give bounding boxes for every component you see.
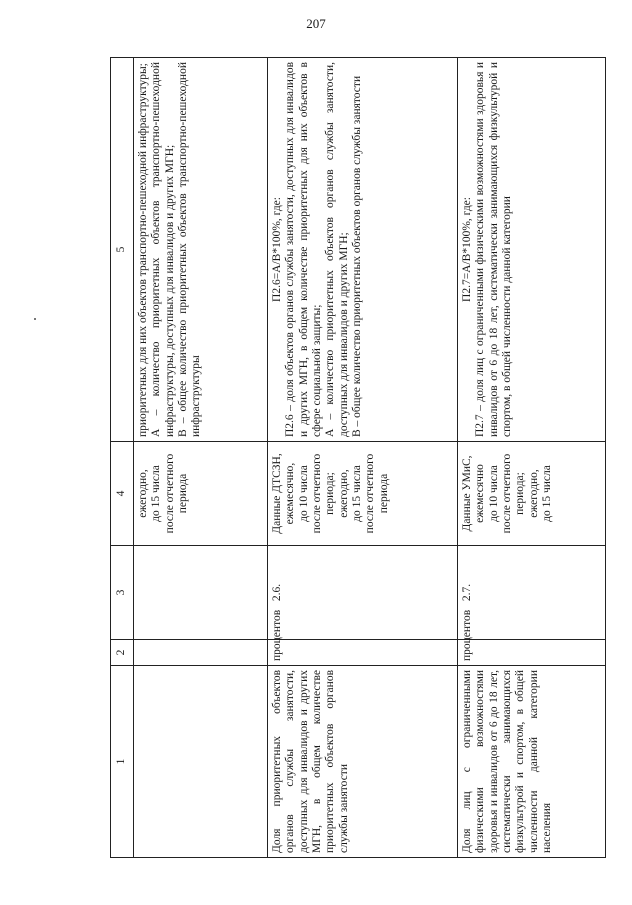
header-col-4: 4 [111, 442, 134, 546]
header-col-5: 5 [111, 58, 134, 442]
table-row-continuation [134, 58, 268, 858]
row-2-7-formula: П2.7=А/В*100%, где: [461, 197, 473, 302]
row-2-6-source: Данные ДТСЗН, ежемесячно, до 10 числа после отчетного периода; ежегодно, до 15 числа после отчетного периода [268, 442, 458, 546]
row-2-6-unit: процентов [268, 640, 458, 666]
row-2-7-num: 2.7. [458, 546, 606, 640]
scan-speck [34, 318, 36, 320]
rotated-table-content [110, 58, 600, 858]
header-col-1: 1 [111, 666, 134, 858]
table-row-2-6 [268, 58, 458, 858]
row-2-6-num: 2.6. [268, 546, 458, 640]
rotated-table-area [110, 58, 600, 858]
row-2-7-method-text: П2.7 – доля лиц с ограниченными физическими возможностями здоровья и инвалидов от 6 до 18 лет, систематически занимающихся физкультурой и спортом, в общей численности данной категории [474, 62, 513, 437]
row-cont-unit [134, 640, 268, 666]
page-number: 207 [306, 16, 326, 31]
row-2-6-formula: П2.6=А/В*100%, где: [271, 197, 283, 302]
row-cont-source: ежегодно, до 15 числа после отчетного периода [134, 442, 268, 546]
row-cont-name [134, 546, 268, 640]
header-row [111, 58, 134, 858]
row-2-7-method [458, 58, 606, 442]
header-col-2: 2 [111, 640, 134, 666]
row-2-6-method-text: П2.6 – доля объектов органов службы занятости, доступных для инвалидов и других МГН, в общем количестве приоритетных для них объектов в сфере социальной защиты; А – количество приоритетных объектов органов службы занятости, доступных для инвалидов и других МГН; В – общее количество приоритетных объектов органов службы занятости [284, 62, 363, 437]
indicator-table [110, 57, 606, 858]
table-row-2-7 [458, 58, 606, 858]
row-cont-num [134, 666, 268, 858]
row-2-6-name: Доля приоритетных объектов органов службы занятости, доступных для инвалидов и других МГН, в общем количестве приоритетных объектов органов службы занятости [268, 666, 458, 858]
row-2-7-source: Данные УМиС, ежемесячно до 10 числа после отчетного периода; ежегодно, до 15 числа [458, 442, 606, 546]
header-col-3: 3 [111, 546, 134, 640]
row-2-6-method [268, 58, 458, 442]
row-cont-method: приоритетных для них объектов транспортно-пешеходной инфраструктуры; А – количество приоритетных объектов транспортно-пешеходной инфраструктуры, доступных для инвалидов и других МГН; В – общее количество приоритетных объектов транспортно-пешеходной инфраструктуры [134, 58, 268, 442]
row-2-7-unit: процентов [458, 640, 606, 666]
row-2-7-name: Доля лиц с ограниченными физическими возможностями здоровья и инвалидов от 6 до 18 лет, систематически занимающихся физкультурой и спортом, в общей численности данной категории населения [458, 666, 606, 858]
